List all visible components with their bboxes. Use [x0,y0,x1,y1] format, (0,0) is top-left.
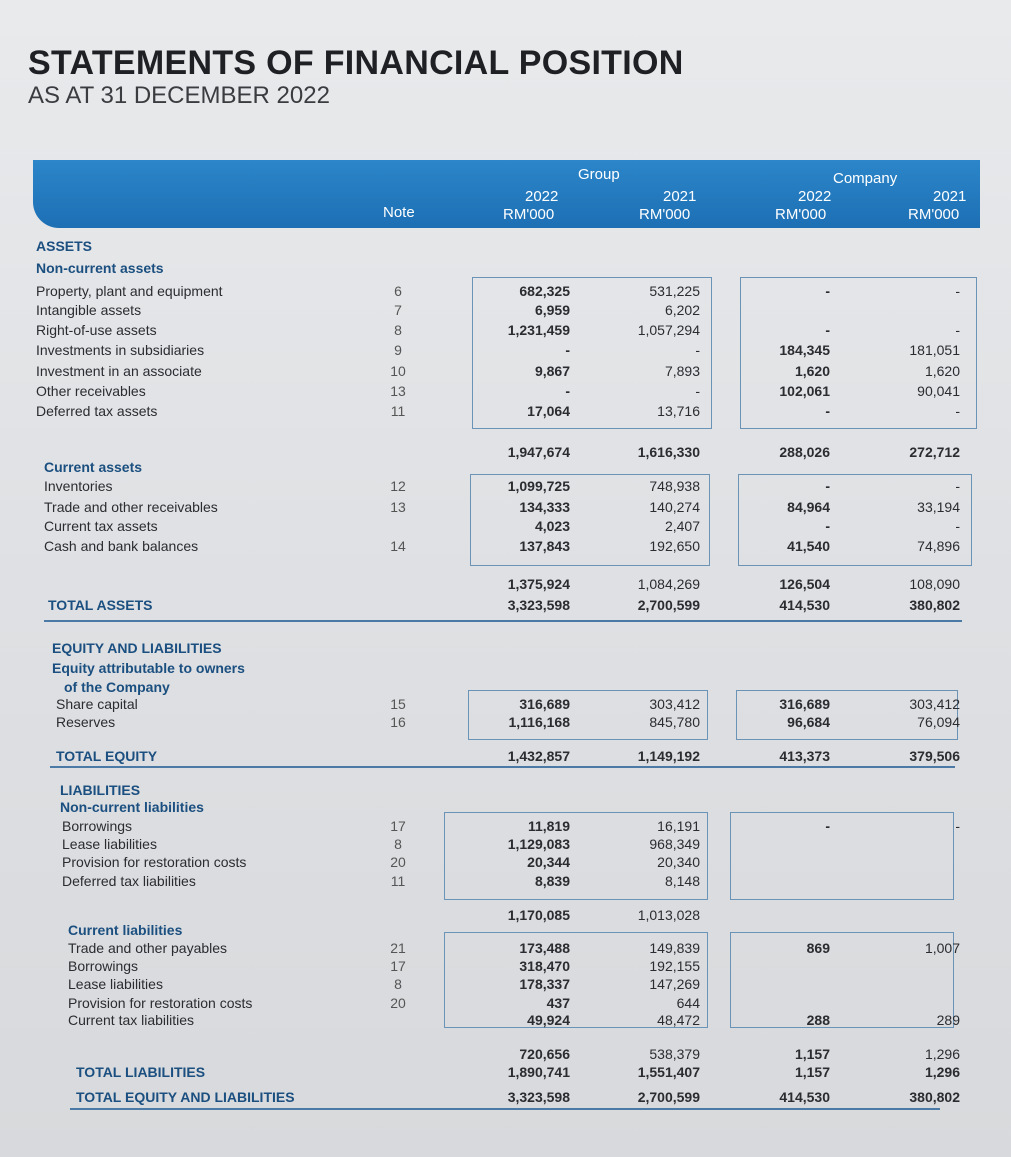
company-2022-value: - [825,818,830,834]
company-2022-value: 184,345 [779,342,830,358]
company-2022-value: 1,157 [794,1064,830,1080]
row-label: Equity attributable to owners [52,660,245,676]
table-row [0,920,1011,940]
group-2021-value: 748,938 [649,478,700,494]
group-2021-value: 7,893 [664,363,700,379]
company-2022-value: - [825,403,830,419]
total-assets-rule [44,620,962,622]
group-2021-value: 20,340 [657,854,700,870]
company-2022-year: 2022 [798,188,832,205]
company-heading: Company [833,170,898,187]
group-2022-value: 8,839 [534,873,570,889]
company-2021-value: 379,506 [909,748,960,764]
table-row [0,956,1011,976]
table-row [0,658,1011,678]
row-label: of the Company [64,679,170,695]
company-2021-value: - [955,518,960,534]
table-row [0,834,1011,854]
table-row [0,476,1011,496]
group-2022-value: 318,470 [519,958,570,974]
table-row [0,320,1011,340]
group-2022-value: 316,689 [519,696,570,712]
table-row [0,281,1011,301]
group-2022-value: - [565,383,570,399]
company-2021-value: 289 [936,1012,960,1028]
group-2021-value: 1,616,330 [637,444,700,460]
group-2021-value: 1,057,294 [637,322,700,338]
row-note: 11 [390,873,406,889]
company-2021-value: 1,620 [924,363,960,379]
company-2022-value: 1,157 [794,1046,830,1062]
company-2022-unit: RM'000 [775,206,827,223]
row-label: EQUITY AND LIABILITIES [52,640,222,656]
row-note: 7 [394,302,402,318]
company-2022-value: - [825,518,830,534]
table-row [0,1044,1011,1064]
table-row [0,361,1011,381]
row-note: 17 [390,818,406,834]
total-liabilities-rule [70,1108,940,1110]
row-label: Investments in subsidiaries [36,342,205,358]
company-2021-value: 380,802 [909,1089,960,1105]
group-heading: Group [578,166,620,183]
table-row [0,236,1011,256]
group-2022-value: 49,924 [527,1012,570,1028]
row-label: Borrowings [68,958,139,974]
row-label: Lease liabilities [68,976,163,992]
company-2022-value: - [825,283,830,299]
company-2021-year: 2021 [933,188,967,205]
row-label: Current assets [44,459,143,475]
row-label: Current tax assets [44,518,158,534]
group-2022-value: 173,488 [519,940,570,956]
table-row [0,1062,1011,1082]
group-2022-value: 6,959 [534,302,570,318]
row-label: Cash and bank balances [44,538,199,554]
row-label: Trade and other receivables [44,499,218,515]
company-2021-value: 303,412 [909,696,960,712]
company-2021-unit: RM'000 [908,206,960,223]
row-label: Property, plant and equipment [36,283,223,299]
table-row [0,816,1011,836]
row-label: Provision for restoration costs [68,995,253,1011]
company-2022-value: 96,684 [787,714,830,730]
company-2021-value: 76,094 [917,714,960,730]
group-2022-value: 20,344 [527,854,570,870]
group-2022-value: 1,116,168 [508,714,570,730]
row-label: Non-current assets [36,260,164,276]
row-note: 8 [394,322,402,338]
company-2022-value: 414,530 [779,597,830,613]
group-2022-year: 2022 [525,188,559,205]
row-note: 16 [390,714,406,730]
group-2022-value: 178,337 [519,976,570,992]
table-row [0,797,1011,817]
company-2021-value: - [955,403,960,419]
company-2022-value: 41,540 [787,538,830,554]
group-2022-value: 9,867 [534,363,570,379]
row-note: 13 [390,499,406,515]
company-2022-value: 316,689 [779,696,830,712]
row-label: Intangible assets [36,302,142,318]
row-label: Inventories [44,478,113,494]
group-2022-value: 1,375,924 [507,576,570,592]
row-note: 14 [390,538,406,554]
table-row [0,381,1011,401]
table-row [0,574,1011,594]
table-row [0,516,1011,536]
row-label: Non-current liabilities [60,799,204,815]
group-2022-value: 3,323,598 [507,1089,570,1105]
row-label: ASSETS [36,238,93,254]
group-2022-value: 720,656 [519,1046,570,1062]
company-2022-value: 1,620 [794,363,830,379]
group-2021-value: 845,780 [649,714,700,730]
group-2021-value: 8,148 [664,873,700,889]
table-row [0,1010,1011,1030]
company-2021-value: 74,896 [917,538,960,554]
group-2021-value: 192,155 [649,958,700,974]
row-note: 8 [394,836,402,852]
table-row [0,712,1011,732]
group-2022-value: 1,947,674 [507,444,570,460]
group-2022-value: 134,333 [519,499,570,515]
company-2022-value: 288 [806,1012,830,1028]
group-2022-value: 4,023 [534,518,570,534]
group-2021-value: 303,412 [649,696,700,712]
row-note: 6 [394,283,402,299]
company-2021-value: - [955,283,960,299]
group-2021-value: 2,407 [664,518,700,534]
table-row [0,852,1011,872]
group-2021-value: 2,700,599 [637,597,700,613]
row-note: 20 [390,995,406,1011]
row-note: 9 [394,342,402,358]
group-2022-value: 17,064 [527,403,570,419]
group-2021-value: - [695,383,700,399]
row-label: Deferred tax liabilities [62,873,196,889]
row-label: Deferred tax assets [36,403,158,419]
company-2021-value: - [955,478,960,494]
row-note: 10 [390,363,406,379]
note-heading: Note [383,204,415,221]
row-note: 20 [390,854,406,870]
group-2021-value: 968,349 [649,836,700,852]
group-2021-value: 1,149,192 [637,748,700,764]
row-label: TOTAL ASSETS [48,597,153,613]
company-2021-value: 90,041 [917,383,960,399]
group-2021-value: 140,274 [649,499,700,515]
group-2021-value: 48,472 [657,1012,700,1028]
row-label: Trade and other payables [68,940,228,956]
company-2021-value: 1,296 [924,1064,960,1080]
group-2021-value: 1,013,028 [637,907,700,923]
table-header [33,160,980,228]
company-2021-value: 380,802 [909,597,960,613]
group-2021-value: 16,191 [657,818,700,834]
group-2021-value: 1,551,407 [637,1064,700,1080]
group-2021-value: 147,269 [649,976,700,992]
row-note: 8 [394,976,402,992]
group-2022-value: 3,323,598 [507,597,570,613]
group-2022-value: 11,819 [527,818,570,834]
table-row [0,595,1011,615]
group-2021-year: 2021 [663,188,697,205]
page-title: STATEMENTS OF FINANCIAL POSITION [28,44,684,82]
table-row [0,300,1011,320]
group-2022-value: 1,099,725 [507,478,570,494]
group-2021-value: 538,379 [649,1046,700,1062]
company-2021-value: 181,051 [909,342,960,358]
row-label: Provision for restoration costs [62,854,247,870]
company-2021-value: 272,712 [909,444,960,460]
row-label: LIABILITIES [60,782,141,798]
row-label: Current liabilities [68,922,183,938]
row-label: Investment in an associate [36,363,202,379]
table-row [0,694,1011,714]
group-2022-value: - [565,342,570,358]
table-row [0,457,1011,477]
group-2022-unit: RM'000 [503,206,555,223]
row-note: 12 [390,478,406,494]
row-note: 17 [390,958,406,974]
total-equity-rule [50,766,955,768]
table-row [0,497,1011,517]
group-2022-value: 1,129,083 [507,836,570,852]
company-2022-value: 102,061 [779,383,830,399]
group-2022-value: 1,231,459 [507,322,570,338]
group-2021-value: 2,700,599 [637,1089,700,1105]
row-label: Lease liabilities [62,836,157,852]
company-2021-value: 108,090 [909,576,960,592]
row-label: Right-of-use assets [36,322,157,338]
table-row [0,871,1011,891]
table-row [0,401,1011,421]
company-2022-value: 869 [806,940,830,956]
table-row [0,938,1011,958]
group-2021-value: 13,716 [657,403,700,419]
group-2022-value: 1,890,741 [507,1064,570,1080]
row-note: 13 [390,383,406,399]
group-2021-value: - [695,342,700,358]
table-row [0,638,1011,658]
group-2022-value: 682,325 [519,283,570,299]
group-2021-unit: RM'000 [639,206,691,223]
company-2021-value: 1,007 [924,940,960,956]
company-2022-value: 414,530 [779,1089,830,1105]
company-2022-value: 126,504 [779,576,830,592]
company-2022-value: 288,026 [779,444,830,460]
table-row [0,536,1011,556]
group-2022-value: 1,170,085 [507,907,570,923]
row-label: Share capital [56,696,138,712]
company-2021-value: - [955,322,960,338]
group-2021-value: 1,084,269 [637,576,700,592]
row-label: Current tax liabilities [68,1012,195,1028]
row-note: 15 [390,696,406,712]
table-row [0,1087,1011,1107]
row-label: Borrowings [62,818,133,834]
table-row [0,340,1011,360]
company-2021-value: 1,296 [924,1046,960,1062]
table-row [0,974,1011,994]
company-2022-value: 413,373 [779,748,830,764]
group-2021-value: 6,202 [664,302,700,318]
group-2021-value: 531,225 [649,283,700,299]
group-2022-value: 137,843 [519,538,570,554]
company-2022-value: - [825,478,830,494]
company-2021-value: - [955,818,960,834]
row-label: TOTAL EQUITY [56,748,158,764]
group-2021-value: 644 [676,995,700,1011]
row-label: Other receivables [36,383,146,399]
company-2022-value: 84,964 [787,499,830,515]
table-row [0,746,1011,766]
row-label: Reserves [56,714,116,730]
group-2021-value: 192,650 [649,538,700,554]
company-2022-value: - [825,322,830,338]
row-note: 11 [390,403,406,419]
row-label: TOTAL LIABILITIES [76,1064,206,1080]
table-row [0,258,1011,278]
company-2021-value: 33,194 [917,499,960,515]
group-2021-value: 149,839 [649,940,700,956]
row-note: 21 [390,940,406,956]
row-label: TOTAL EQUITY AND LIABILITIES [76,1089,295,1105]
group-2022-value: 1,432,857 [507,748,570,764]
page-subtitle: AS AT 31 DECEMBER 2022 [28,82,330,109]
group-2022-value: 437 [546,995,570,1011]
